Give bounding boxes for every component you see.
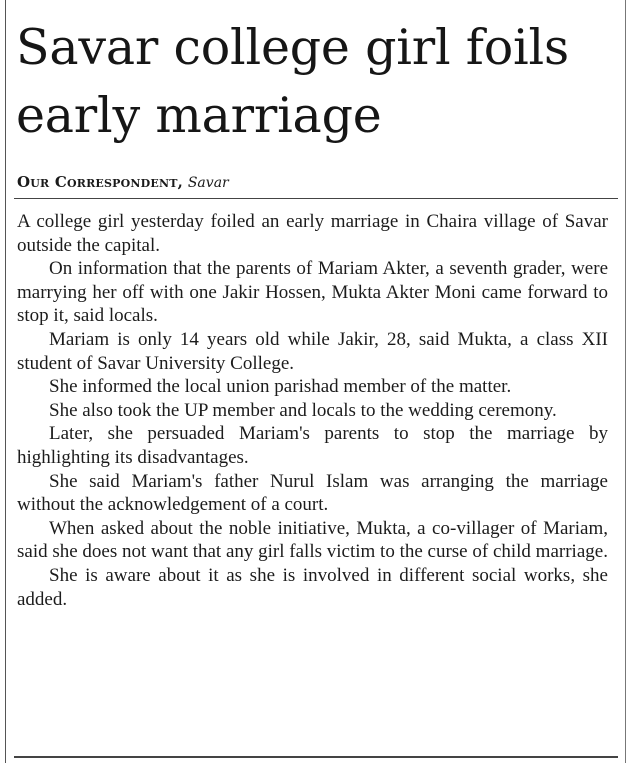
article-paragraph: She also took the UP member and locals to the wedding ceremony. xyxy=(49,399,557,421)
byline xyxy=(17,173,229,192)
byline-author: Our Correspondent, xyxy=(17,173,184,191)
article-paragraph: Later, she persuaded Mariam's parents to stop the marriage by highlighting its disadvantages. xyxy=(17,423,608,468)
article-body xyxy=(17,210,608,611)
article-paragraph: She is aware about it as she is involved in different social works, she added. xyxy=(17,564,608,610)
article-paragraph: On information that the parents of Mariam Akter, a seventh grader, were marrying her off with one Jakir Hossen, Mukta Akter Moni came forward to stop it, said locals. xyxy=(17,258,608,327)
article-paragraph: A college girl yesterday foiled an early marriage in Chaira village of Savar outside the capital. xyxy=(17,211,608,256)
bottom-divider xyxy=(14,756,618,758)
byline-divider xyxy=(14,198,618,199)
article-paragraph: Mariam is only 14 years old while Jakir, 28, said Mukta, a class XII student of Savar University College. xyxy=(17,328,608,374)
article-paragraph: When asked about the noble initiative, Mukta, a co-villager of Mariam, said she does not want that any girl falls victim to the curse of child marriage. xyxy=(17,517,608,563)
headline: Savar college girl foils early marriage xyxy=(16,19,569,144)
article-paragraph: She said Mariam's father Nurul Islam was arranging the marriage without the acknowledgement of a court. xyxy=(17,470,608,516)
byline-location: Savar xyxy=(187,175,229,191)
article-paragraph: She informed the local union parishad member of the matter. xyxy=(49,376,512,398)
left-column-rule xyxy=(5,0,6,763)
right-column-rule xyxy=(625,0,626,763)
